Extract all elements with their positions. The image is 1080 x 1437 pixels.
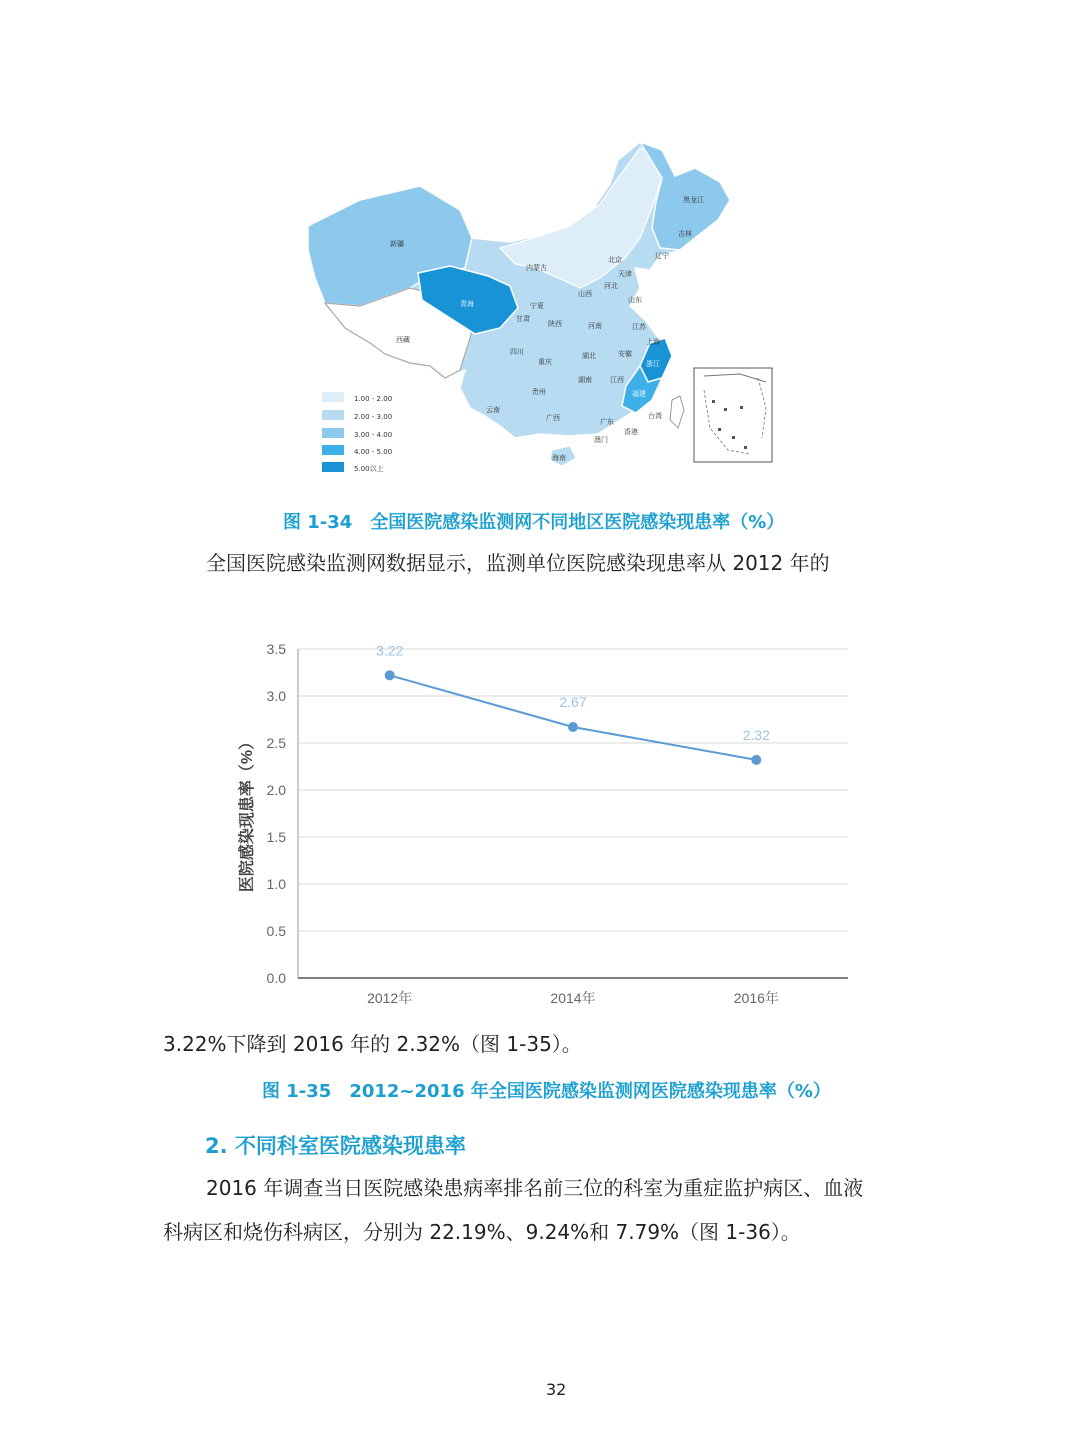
label-neimenggu: 内蒙古: [526, 264, 547, 272]
map-region-taiwan: [670, 396, 684, 428]
label-ningxia: 宁夏: [530, 302, 544, 310]
label-chongqing: 重庆: [538, 358, 552, 366]
label-hunan: 湖南: [578, 376, 592, 384]
y-tick-label: 0.0: [266, 970, 286, 986]
legend-label-5: 5.00以上: [354, 465, 384, 472]
legend-swatch-1: [322, 392, 344, 402]
legend-label-2: 2.00 - 3.00: [354, 413, 393, 421]
figure-34-title: 全国医院感染监测网不同地区医院感染现患率（%）: [370, 512, 785, 533]
legend-label-4: 4.00 - 5.00: [354, 448, 393, 456]
x-tick-label: 2016年: [733, 990, 779, 1006]
y-tick-label: 3.0: [266, 688, 286, 704]
legend-swatch-4: [322, 445, 344, 455]
chart-points: [376, 642, 770, 765]
label-anhui: 安徽: [618, 350, 632, 358]
label-sichuan: 四川: [510, 348, 524, 356]
x-tick-label: 2014年: [550, 990, 596, 1006]
label-guangxi: 广西: [546, 414, 560, 422]
label-jilin: 吉林: [678, 230, 692, 238]
legend-swatch-5: [322, 462, 344, 472]
label-heilongjiang: 黑龙江: [683, 196, 704, 204]
label-gansu: 甘肃: [516, 315, 530, 323]
figure-35-title: 2012~2016 年全国医院感染监测网医院感染现患率（%）: [349, 1081, 831, 1102]
section-2-heading: 2. 不同科室医院感染现患率: [205, 1134, 466, 1158]
chart-gridlines: [298, 649, 848, 931]
infection-rate-line-chart: [220, 630, 860, 1020]
label-henan: 河南: [588, 322, 602, 330]
chart-x-ticks: [367, 990, 779, 1006]
label-shandong: 山东: [628, 296, 642, 304]
legend-label-3: 3.00 - 4.00: [354, 431, 393, 439]
label-hebei: 河北: [604, 282, 618, 290]
label-xinjiang: 新疆: [390, 240, 404, 248]
label-zhejiang: 浙江: [646, 360, 660, 368]
label-shanxi: 山西: [578, 290, 592, 298]
y-tick-label: 2.5: [266, 735, 286, 751]
paragraph-1: 全国医院感染监测网数据显示，监测单位医院感染现患率从 2012 年的: [206, 551, 830, 575]
south-china-sea-inset: [694, 368, 772, 462]
label-jiangsu: 江苏: [632, 323, 646, 331]
section-2-line-1: 2016 年调查当日医院感染患病率排名前三位的科室为重症监护病区、血液: [206, 1176, 864, 1200]
legend-label-1: 1.00 - 2.00: [354, 395, 393, 403]
y-tick-label: 2.0: [266, 782, 286, 798]
label-tianjin: 天津: [618, 270, 632, 278]
y-tick-label: 3.5: [266, 641, 286, 657]
x-tick-label: 2012年: [367, 990, 413, 1006]
map-legend: [322, 392, 392, 472]
section-2-line-2: 科病区和烧伤科病区，分别为 22.19%、9.24%和 7.79%（图 1-36）。: [163, 1220, 801, 1244]
figure-34-number: 图 1-34: [283, 512, 353, 533]
label-hubei: 湖北: [582, 352, 596, 360]
label-qinghai: 青海: [460, 300, 474, 308]
figure-35-caption: [262, 1077, 831, 1103]
legend-swatch-2: [322, 410, 344, 420]
figure-35-number: 图 1-35: [262, 1081, 332, 1102]
series-line: [390, 675, 757, 760]
label-xizang: 西藏: [396, 336, 410, 344]
label-shaanxi: 陕西: [548, 320, 562, 328]
chart-y-axis-label: 医院感染现患率（%）: [239, 733, 256, 893]
data-label: 2.67: [559, 694, 587, 711]
chart-y-ticks: [267, 641, 287, 986]
china-infection-map: [300, 138, 780, 472]
label-liaoning: 辽宁: [655, 252, 669, 260]
label-taiwan: 台湾: [648, 412, 662, 420]
label-beijing: 北京: [608, 256, 622, 264]
legend-swatch-3: [322, 428, 344, 438]
paragraph-1-continued: 3.22%下降到 2016 年的 2.32%（图 1-35）。: [163, 1032, 582, 1056]
label-hainan: 海南: [552, 454, 566, 462]
label-shanghai: 上海: [646, 338, 660, 346]
y-tick-label: 1.5: [266, 829, 286, 845]
data-point: [385, 670, 395, 680]
label-xianggang: 香港: [624, 428, 638, 436]
label-guangdong: 广东: [600, 418, 614, 426]
label-guizhou: 贵州: [532, 388, 546, 396]
data-label: 3.22: [376, 642, 404, 659]
figure-34-caption: [283, 508, 784, 534]
label-aomen: 澳门: [594, 436, 608, 444]
data-label: 2.32: [742, 726, 770, 743]
label-fujian: 福建: [632, 390, 646, 398]
data-point: [568, 722, 578, 732]
page-number: 32: [546, 1380, 567, 1399]
data-point: [751, 755, 761, 765]
label-yunnan: 云南: [486, 406, 500, 414]
label-jiangxi: 江西: [610, 376, 624, 384]
y-tick-label: 1.0: [266, 876, 286, 892]
y-tick-label: 0.5: [266, 923, 286, 939]
